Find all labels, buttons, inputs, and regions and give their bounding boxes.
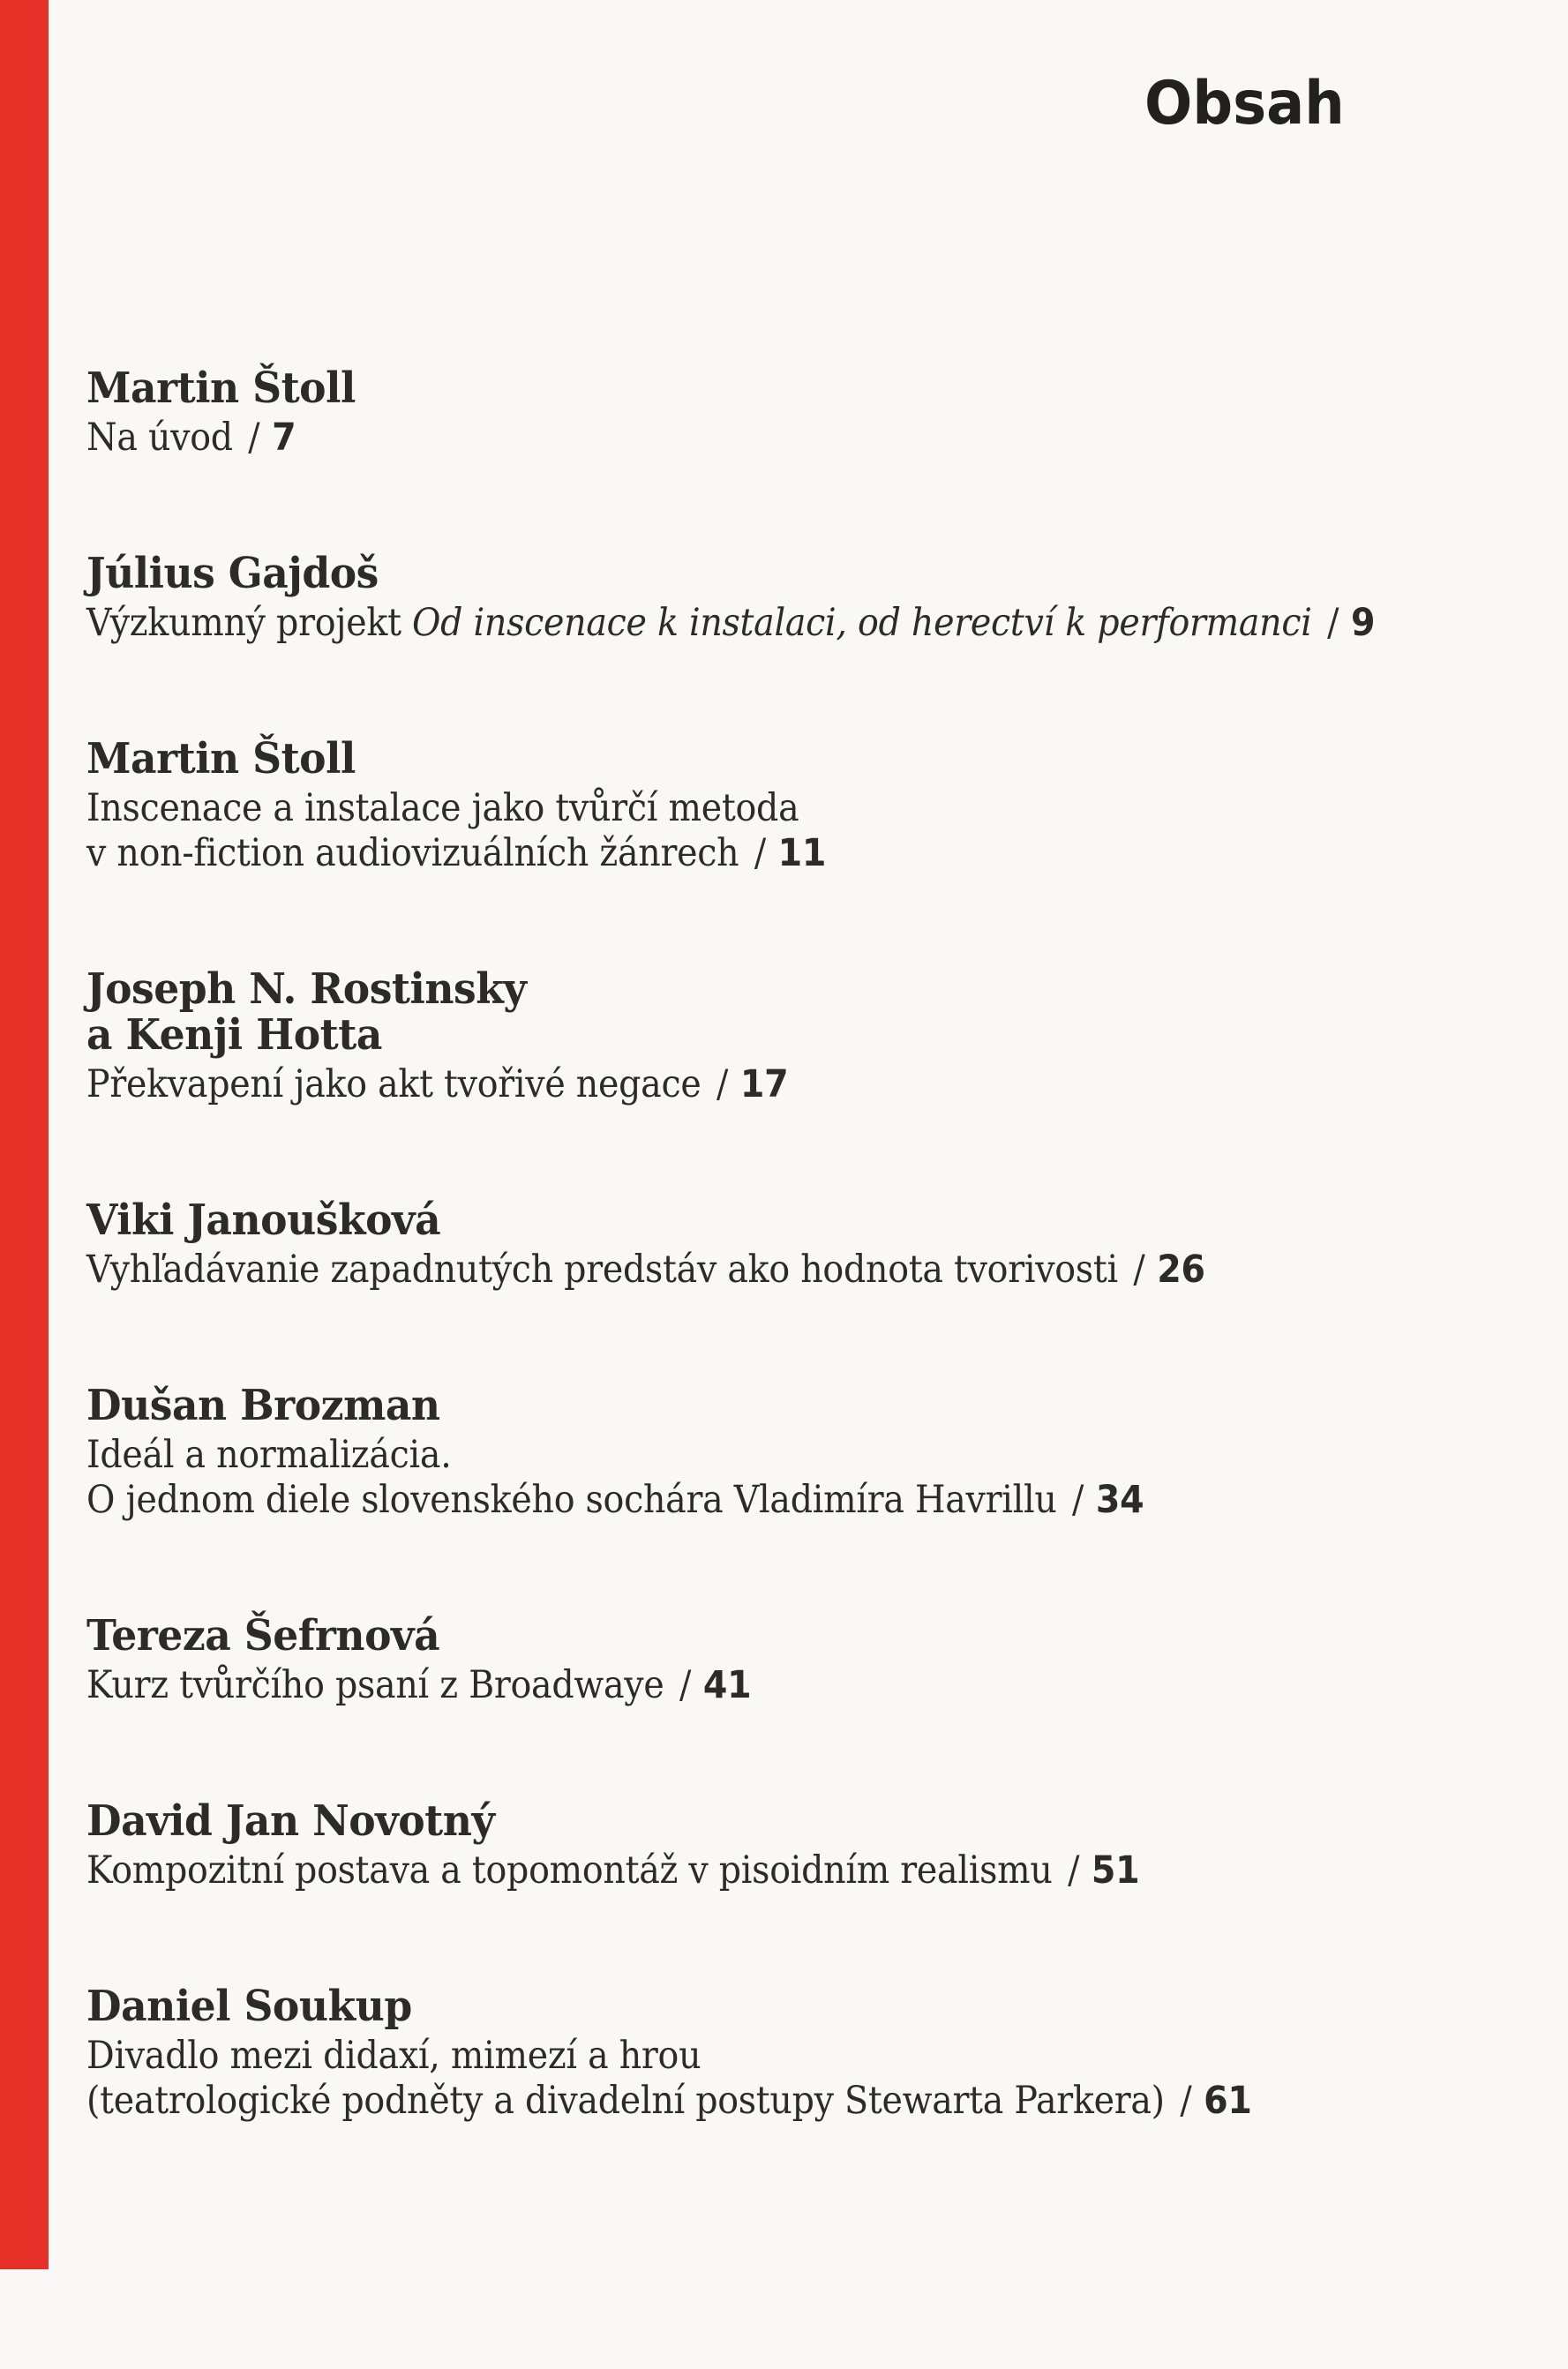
toc-entry	[86, 1983, 1487, 2124]
entry-author	[86, 365, 1487, 411]
slash-separator: /	[1327, 601, 1339, 645]
toc-entry	[86, 736, 1487, 876]
entry-title-text: Překvapení jako akt tvořivé negace	[86, 1062, 701, 1106]
entry-author-line: Tereza Šefrnová	[86, 1611, 440, 1661]
slash-separator: /	[1133, 1248, 1145, 1292]
entry-description	[86, 2034, 1487, 2124]
entry-title-text: Na úvod	[86, 416, 233, 460]
toc-entry	[86, 365, 1487, 461]
entry-author-line: Daniel Soukup	[86, 1982, 412, 2031]
entry-author-line: Július Gajdoš	[86, 549, 379, 598]
page-number: 9	[1350, 601, 1376, 645]
entry-description	[86, 416, 1487, 461]
entry-description-line	[86, 1433, 1375, 1478]
entry-description	[86, 786, 1487, 876]
page-number: 7	[272, 416, 296, 460]
page-title: Obsah	[1144, 69, 1345, 139]
entry-author-line: a Kenji Hotta	[86, 1010, 382, 1060]
entry-description	[86, 1433, 1487, 1523]
toc-entry	[86, 1613, 1487, 1708]
entry-author	[86, 1383, 1487, 1428]
slash-separator: /	[754, 831, 766, 875]
slash-separator: /	[248, 416, 260, 460]
entry-description-line	[86, 416, 1375, 461]
entry-description	[86, 1062, 1487, 1107]
entry-title-italic: Od inscenace k instalaci, od herectví k performanci	[412, 601, 1312, 645]
entry-description-line	[86, 2079, 1375, 2124]
toc-entry	[86, 551, 1487, 646]
entry-title-text: Inscenace a instalace jako tvůrčí metoda	[86, 786, 799, 830]
entry-description	[86, 1248, 1487, 1293]
entry-author	[86, 736, 1487, 782]
entry-author-line: Martin Štoll	[86, 364, 356, 413]
entry-description-line	[86, 1248, 1375, 1293]
entry-description-line	[86, 1663, 1375, 1708]
slash-separator: /	[1180, 2079, 1192, 2123]
entry-title-text: (teatrologické podněty a divadelní postupy Stewarta Parkera)	[86, 2079, 1165, 2123]
toc-entry	[86, 1197, 1487, 1293]
entry-description-line	[86, 601, 1375, 646]
entry-author-line: Viki Janoušková	[86, 1196, 441, 1245]
toc-entry	[86, 966, 1487, 1107]
entry-title-text: Vyhľadávanie zapadnutých predstáv ako hodnota tvorivosti	[86, 1248, 1118, 1292]
entry-author	[86, 1613, 1487, 1659]
entry-author	[86, 1983, 1487, 2029]
entry-title-text: Divadlo mezi didaxí, mimezí a hrou	[86, 2034, 701, 2078]
entry-description-line	[86, 1062, 1375, 1107]
page-number: 41	[702, 1663, 752, 1707]
entry-title-text: Výzkumný projekt	[86, 601, 413, 645]
slash-separator: /	[1072, 1478, 1084, 1522]
entry-author	[86, 1798, 1487, 1844]
entry-description	[86, 601, 1487, 646]
entry-title-text: v non-fiction audiovizuálních žánrech	[86, 831, 739, 875]
slash-separator: /	[716, 1062, 729, 1106]
entry-author-line: David Jan Novotný	[86, 1796, 495, 1846]
entry-description	[86, 1663, 1487, 1708]
entry-author-line: Dušan Brozman	[86, 1381, 440, 1430]
toc-entry	[86, 1798, 1487, 1893]
red-spine-bar	[0, 0, 49, 2269]
entry-title-text: O jednom diele slovenského sochára Vladimíra Havrillu	[86, 1478, 1057, 1522]
entry-title-text: Kurz tvůrčího psaní z Broadwaye	[86, 1663, 664, 1707]
slash-separator: /	[679, 1663, 692, 1707]
toc-entries	[86, 365, 1487, 2214]
page-number: 17	[739, 1062, 789, 1106]
entry-description-line	[86, 2034, 1375, 2079]
entry-author-line: Joseph N. Rostinsky	[86, 964, 527, 1014]
entry-author	[86, 1197, 1487, 1243]
slash-separator: /	[1068, 1848, 1080, 1893]
page-number: 51	[1091, 1848, 1140, 1893]
entry-title-text: Kompozitní postava a topomontáž v pisoidním realismu	[86, 1848, 1053, 1893]
entry-description-line	[86, 786, 1375, 831]
entry-title-text: Ideál a normalizácia.	[86, 1433, 452, 1477]
entry-description-line	[86, 1478, 1375, 1523]
entry-description-line	[86, 831, 1375, 876]
page-number: 61	[1204, 2079, 1252, 2123]
entry-author-line: Martin Štoll	[86, 734, 356, 783]
page-number: 11	[777, 831, 827, 875]
entry-author	[86, 551, 1487, 596]
entry-author	[86, 966, 1487, 1058]
page-number: 34	[1095, 1478, 1144, 1522]
toc-entry	[86, 1383, 1487, 1523]
page-number: 26	[1157, 1248, 1205, 1292]
entry-description-line	[86, 1848, 1375, 1893]
entry-description	[86, 1848, 1487, 1893]
